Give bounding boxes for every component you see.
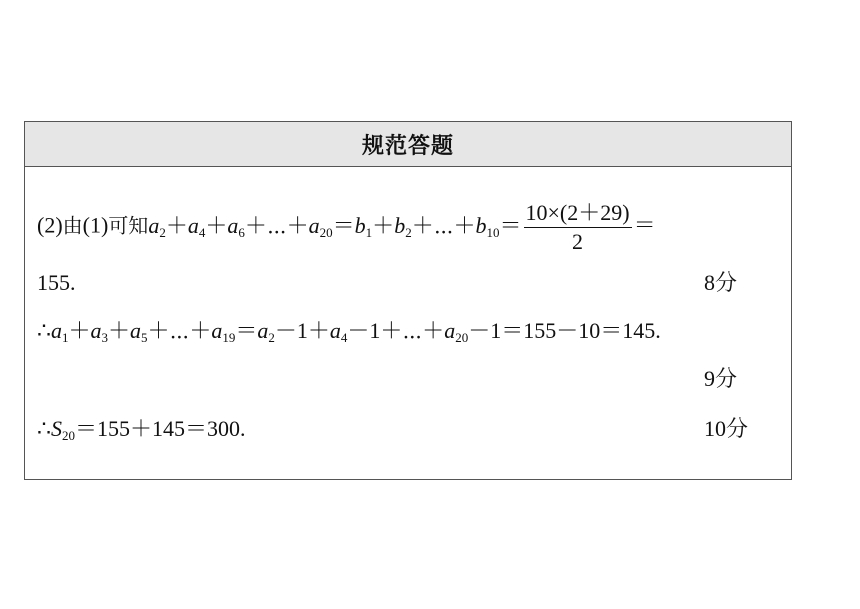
solution-line-2: 155. <box>37 270 76 295</box>
text-you: 由 <box>62 213 83 238</box>
part-label: (2) <box>37 212 63 238</box>
therefore-symbol: ∴ <box>37 416 51 441</box>
fraction <box>524 202 632 253</box>
line3-result: ＝155－10＝145. <box>501 318 661 343</box>
equation-1: $a_2+a_4+a_6+\cdots+a_{20}=b_1+b_2+\cdots+b_{10}=$ <box>148 212 522 240</box>
fraction-denominator: 2 <box>572 229 584 254</box>
score-8: 8分 <box>704 270 738 295</box>
box-title: 规范答题 <box>25 122 791 167</box>
fraction-numerator: 10×(2＋29) <box>524 202 632 228</box>
therefore-symbol: ∴ <box>37 318 51 343</box>
score-10: 10分 <box>704 416 749 441</box>
ref-part-1: (1) <box>82 212 109 238</box>
equals-sign: ＝ <box>633 212 656 238</box>
solution-line-4: $\therefore S_{20}=155+145=300$. <box>37 416 246 443</box>
line4-result: ＝155＋145＝300. <box>75 416 246 441</box>
text-kezhi: 可知 <box>108 213 149 238</box>
solution-line-3: $\therefore a_1+a_3+a_5+\cdots+a_{19}=a_2-1+a_4-1+\cdots+a_{20}-1=155-10=145$. <box>37 318 661 345</box>
score-9: 9分 <box>704 366 738 391</box>
solution-line-1 <box>37 202 656 253</box>
